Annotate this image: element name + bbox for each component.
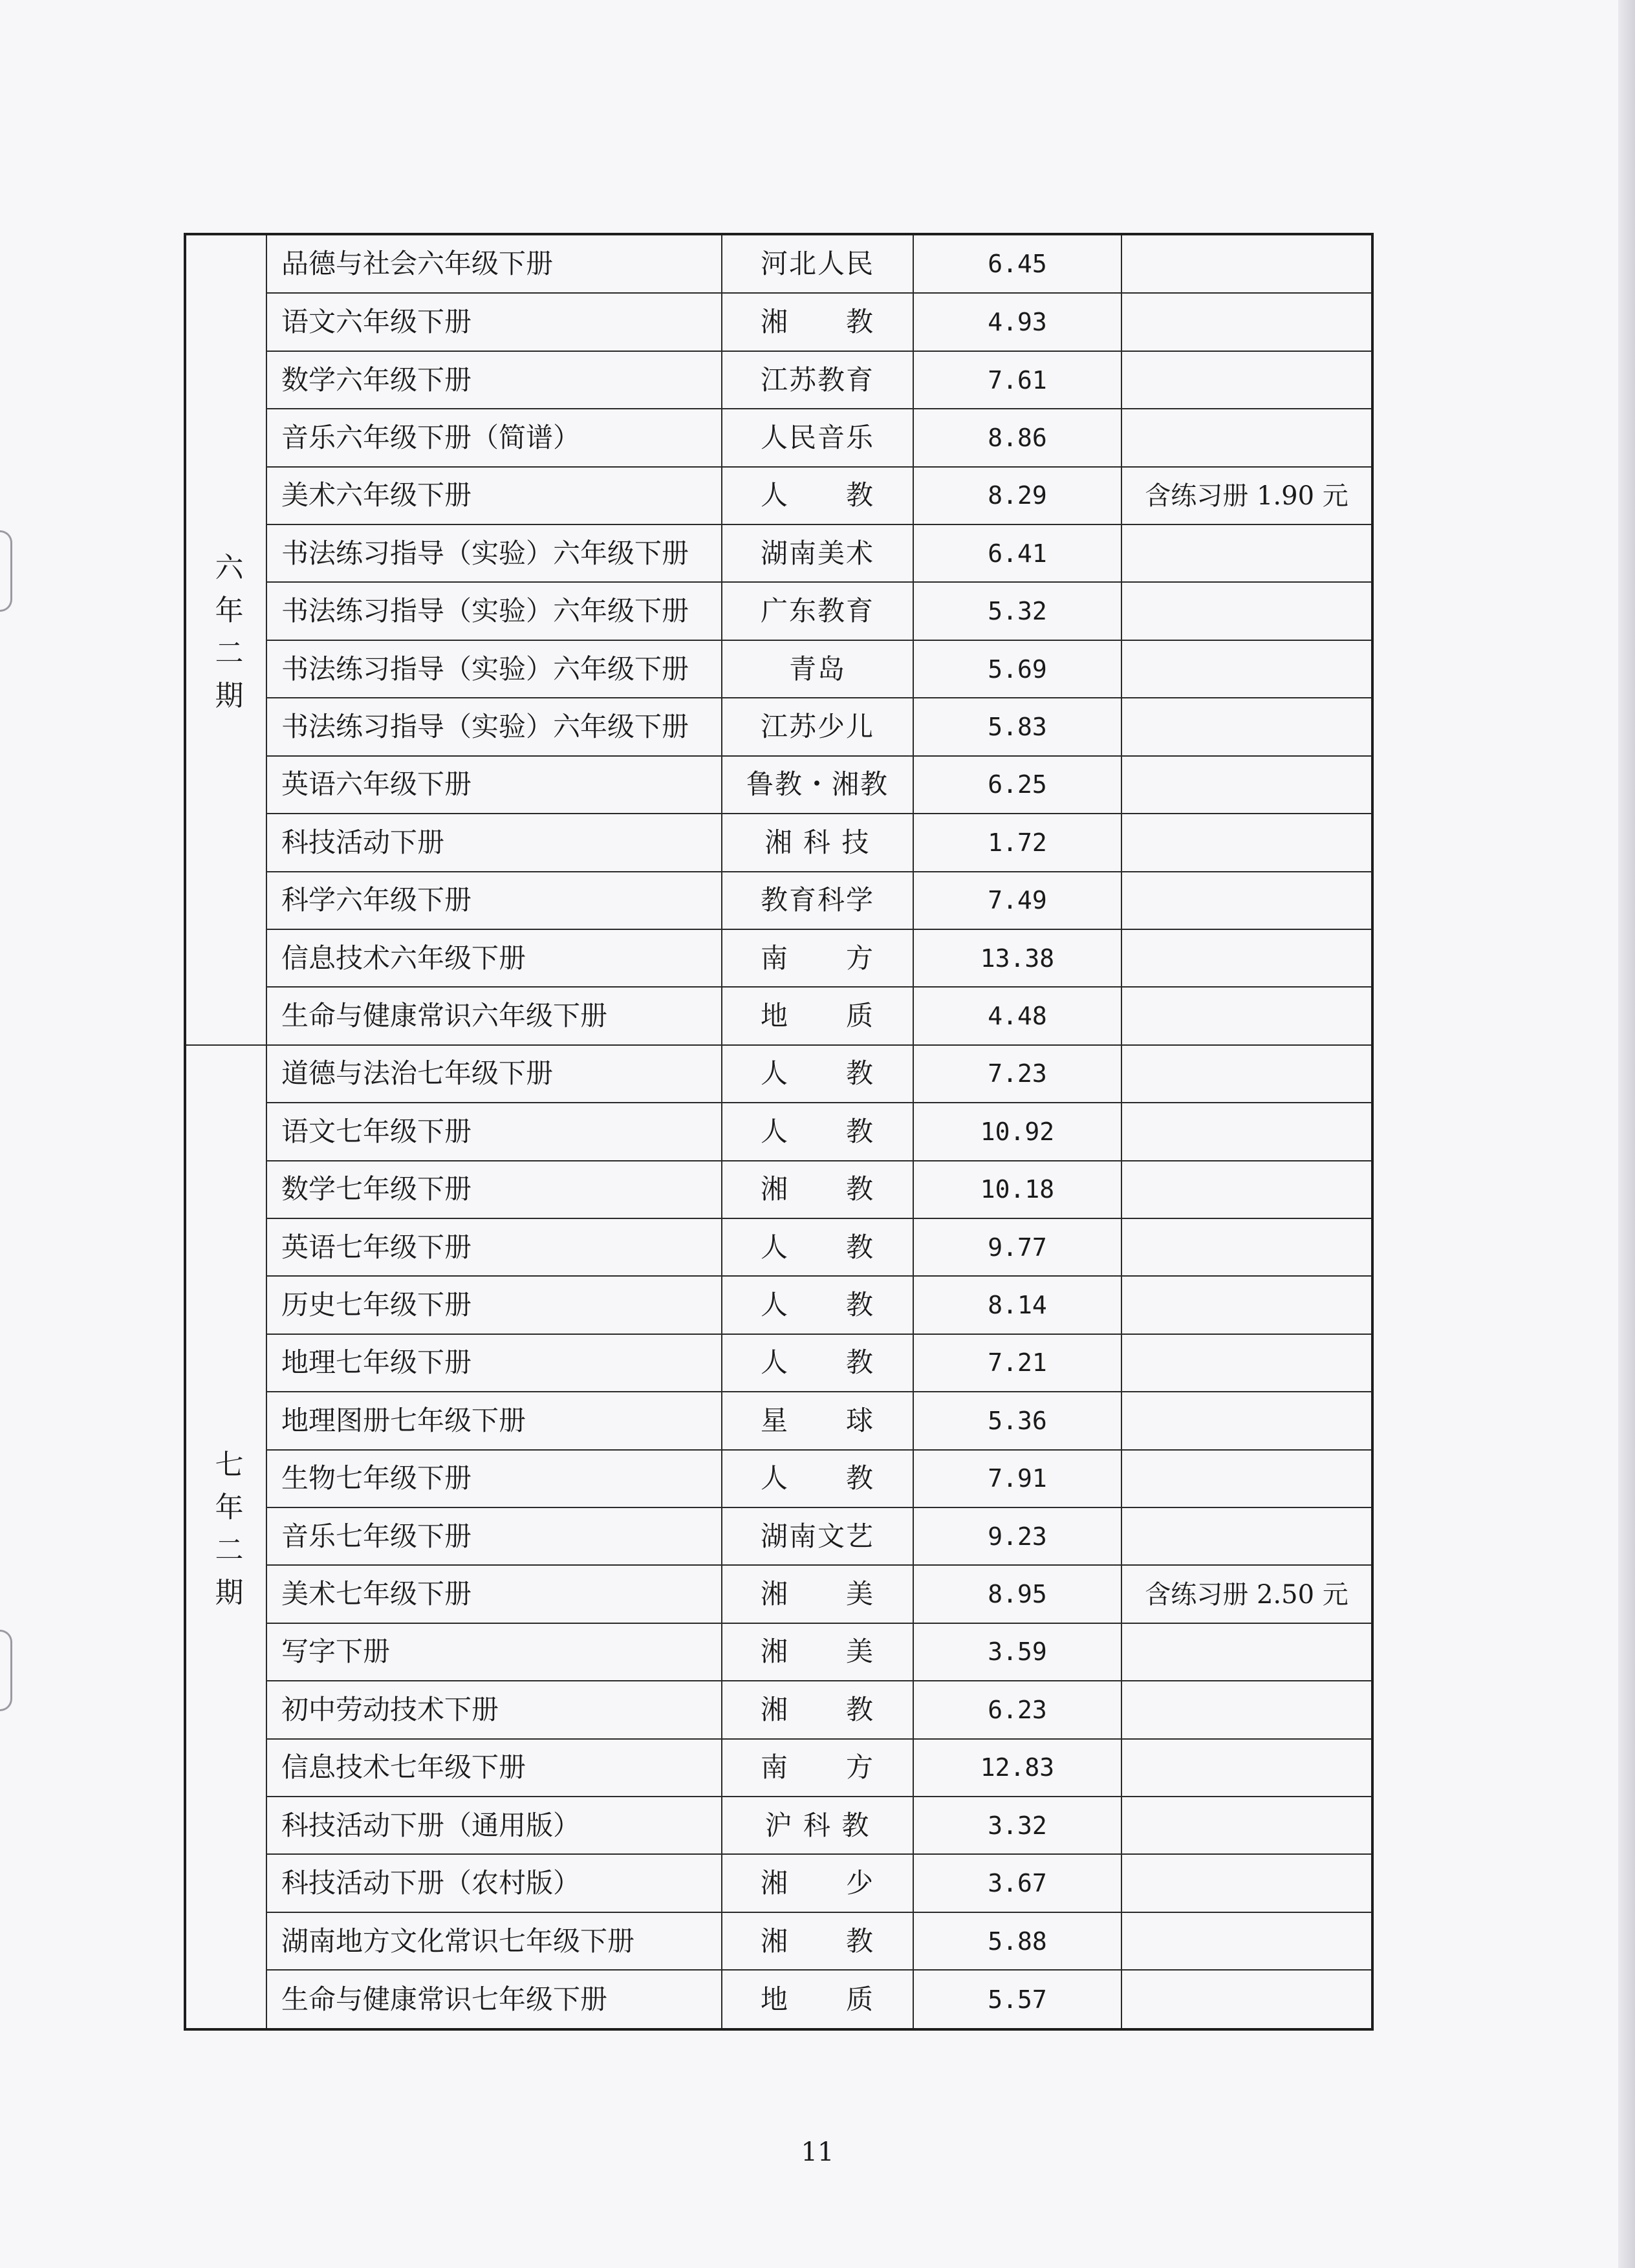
publisher-text: 湘 教 [760, 1925, 874, 1957]
publisher-text: 湖南美术 [760, 537, 874, 569]
book-title-cell [266, 1739, 722, 1797]
grade-label: 六年二期 [210, 552, 243, 723]
publisher-cell [722, 1045, 913, 1103]
publisher-cell [722, 1334, 913, 1392]
table-row [185, 1912, 1372, 1970]
note-cell [1121, 1854, 1372, 1912]
table-row [185, 640, 1372, 698]
publisher-text: 湘 教 [760, 306, 874, 338]
price-cell [913, 524, 1121, 582]
table-row [185, 1392, 1372, 1449]
note-cell [1121, 234, 1372, 293]
price-cell [913, 1045, 1121, 1103]
publisher-cell [722, 1161, 913, 1218]
note-cell [1121, 1161, 1372, 1218]
book-title-cell [266, 872, 722, 929]
book-title-text: 品德与社会六年级下册 [281, 248, 554, 280]
publisher-cell [722, 640, 913, 698]
book-title-cell [266, 293, 722, 351]
price-text: 7.61 [988, 365, 1047, 394]
price-cell [913, 1565, 1121, 1623]
price-text: 9.77 [988, 1233, 1047, 1262]
price-cell [913, 1797, 1121, 1854]
publisher-cell [722, 234, 913, 293]
book-title-text: 历史七年级下册 [281, 1289, 472, 1321]
note-cell [1121, 756, 1372, 814]
publisher-text: 河北人民 [760, 248, 874, 280]
price-cell [913, 234, 1121, 293]
price-cell [913, 756, 1121, 814]
publisher-cell [722, 1854, 913, 1912]
book-title-text: 英语六年级下册 [281, 768, 472, 801]
textbook-price-table [184, 233, 1374, 2031]
table-row [185, 1334, 1372, 1392]
publisher-text: 江苏教育 [760, 363, 874, 396]
publisher-text: 南 方 [760, 942, 874, 974]
price-cell [913, 1334, 1121, 1392]
publisher-cell [722, 582, 913, 640]
note-cell [1121, 351, 1372, 409]
book-title-cell [266, 1623, 722, 1681]
book-title-text: 湖南地方文化常识七年级下册 [281, 1925, 635, 1957]
book-title-cell [266, 1276, 722, 1334]
page-number: 11 [801, 2137, 834, 2167]
book-title-text: 书法练习指导（实验）六年级下册 [281, 653, 689, 685]
price-text: 5.32 [988, 597, 1047, 626]
price-text: 13.38 [980, 944, 1055, 973]
publisher-text: 人 教 [760, 1289, 874, 1321]
price-text: 7.91 [988, 1464, 1047, 1493]
table-row [185, 1507, 1372, 1565]
book-title-text: 数学七年级下册 [281, 1173, 472, 1205]
table-row [185, 524, 1372, 582]
book-title-cell [266, 1797, 722, 1854]
grade-cell [185, 1045, 266, 2029]
book-title-cell [266, 640, 722, 698]
price-cell [913, 698, 1121, 755]
publisher-text: 沪 科 教 [764, 1809, 871, 1841]
price-cell [913, 1450, 1121, 1507]
book-title-text: 音乐六年级下册（简谱） [281, 421, 581, 453]
publisher-cell [722, 1739, 913, 1797]
price-text: 5.88 [988, 1927, 1047, 1956]
note-cell [1121, 1970, 1372, 2029]
price-text: 4.48 [988, 1002, 1047, 1031]
book-title-text: 数学六年级下册 [281, 363, 472, 396]
book-title-cell [266, 1450, 722, 1507]
table-row [185, 1565, 1372, 1623]
book-title-cell [266, 987, 722, 1044]
publisher-cell [722, 929, 913, 987]
book-title-cell [266, 1507, 722, 1565]
price-cell [913, 1161, 1121, 1218]
publisher-cell [722, 467, 913, 524]
table-row [185, 351, 1372, 409]
publisher-text: 人 教 [760, 1346, 874, 1379]
book-title-cell [266, 582, 722, 640]
price-text: 8.86 [988, 423, 1047, 452]
book-title-cell [266, 1045, 722, 1103]
book-title-cell [266, 409, 722, 466]
price-cell [913, 351, 1121, 409]
publisher-text: 人 教 [760, 1057, 874, 1090]
book-title-text: 地理七年级下册 [281, 1346, 472, 1379]
book-title-text: 书法练习指导（实验）六年级下册 [281, 537, 689, 569]
book-title-text: 科学六年级下册 [281, 884, 472, 916]
table-row [185, 1103, 1372, 1160]
book-title-cell [266, 351, 722, 409]
book-title-text: 信息技术六年级下册 [281, 942, 526, 974]
price-text: 5.36 [988, 1406, 1047, 1435]
grade-label: 七年二期 [210, 1449, 243, 1620]
price-text: 4.93 [988, 308, 1047, 337]
book-title-cell [266, 1218, 722, 1276]
price-cell [913, 1507, 1121, 1565]
publisher-cell [722, 1565, 913, 1623]
table-row [185, 409, 1372, 466]
note-cell [1121, 1276, 1372, 1334]
price-text: 10.92 [980, 1117, 1055, 1146]
book-title-text: 科技活动下册（农村版） [281, 1867, 581, 1899]
note-cell [1121, 987, 1372, 1044]
book-title-cell [266, 698, 722, 755]
note-text: 含练习册 1.90 元 [1145, 481, 1348, 512]
price-text: 7.21 [988, 1348, 1047, 1377]
book-title-text: 语文七年级下册 [281, 1115, 472, 1147]
table-row [185, 698, 1372, 755]
publisher-text: 星 球 [760, 1404, 874, 1436]
book-title-cell [266, 524, 722, 582]
publisher-cell [722, 814, 913, 871]
note-cell [1121, 1045, 1372, 1103]
publisher-text: 青岛 [788, 653, 846, 685]
publisher-cell [722, 1507, 913, 1565]
price-cell [913, 1218, 1121, 1276]
publisher-cell [722, 1392, 913, 1449]
price-cell [913, 1623, 1121, 1681]
price-text: 9.23 [988, 1522, 1047, 1551]
publisher-cell [722, 756, 913, 814]
note-cell [1121, 1334, 1372, 1392]
publisher-text: 南 方 [760, 1751, 874, 1784]
publisher-cell [722, 1912, 913, 1970]
publisher-cell [722, 293, 913, 351]
book-title-cell [266, 756, 722, 814]
book-title-cell [266, 1912, 722, 1970]
note-cell [1121, 814, 1372, 871]
publisher-text: 人 教 [760, 1462, 874, 1495]
note-cell [1121, 698, 1372, 755]
publisher-text: 地 质 [760, 1983, 874, 2015]
price-cell [913, 293, 1121, 351]
table-row [185, 1450, 1372, 1507]
note-cell [1121, 524, 1372, 582]
note-cell [1121, 872, 1372, 929]
price-text: 7.49 [988, 886, 1047, 915]
publisher-text: 湘 教 [760, 1173, 874, 1205]
book-title-cell [266, 814, 722, 871]
price-text: 8.95 [988, 1580, 1047, 1609]
note-cell [1121, 1450, 1372, 1507]
table-row [185, 1681, 1372, 1738]
note-cell [1121, 1103, 1372, 1160]
price-text: 6.41 [988, 539, 1047, 568]
book-title-cell [266, 467, 722, 524]
price-text: 7.23 [988, 1059, 1047, 1088]
publisher-cell [722, 409, 913, 466]
book-title-text: 生命与健康常识七年级下册 [281, 1983, 608, 2015]
note-cell [1121, 409, 1372, 466]
note-cell [1121, 467, 1372, 524]
table-row [185, 467, 1372, 524]
book-title-text: 信息技术七年级下册 [281, 1751, 526, 1784]
price-cell [913, 467, 1121, 524]
book-title-text: 科技活动下册 [281, 826, 445, 858]
table-row [185, 1797, 1372, 1854]
book-title-text: 生物七年级下册 [281, 1462, 472, 1495]
table-row [185, 293, 1372, 351]
publisher-cell [722, 1218, 913, 1276]
note-cell [1121, 1681, 1372, 1738]
publisher-cell [722, 1103, 913, 1160]
price-cell [913, 872, 1121, 929]
price-text: 5.69 [988, 654, 1047, 684]
book-title-text: 生命与健康常识六年级下册 [281, 1000, 608, 1032]
price-text: 3.59 [988, 1637, 1047, 1667]
price-cell [913, 640, 1121, 698]
binding-hole [0, 530, 12, 612]
price-text: 6.25 [988, 770, 1047, 799]
publisher-text: 人 教 [760, 1231, 874, 1263]
publisher-text: 湘 科 技 [764, 826, 871, 858]
note-cell [1121, 1739, 1372, 1797]
note-cell [1121, 293, 1372, 351]
table-row [185, 1161, 1372, 1218]
table-row [185, 1854, 1372, 1912]
table-row [185, 1045, 1372, 1103]
book-title-cell [266, 1970, 722, 2029]
price-cell [913, 1392, 1121, 1449]
price-text: 12.83 [980, 1753, 1055, 1782]
book-title-cell [266, 1681, 722, 1738]
note-cell [1121, 1218, 1372, 1276]
table-row [185, 1970, 1372, 2029]
publisher-cell [722, 1276, 913, 1334]
book-title-text: 写字下册 [281, 1636, 391, 1668]
price-cell [913, 1854, 1121, 1912]
price-cell [913, 814, 1121, 871]
page-edge [1618, 0, 1635, 2268]
book-title-cell [266, 1392, 722, 1449]
book-title-text: 书法练习指导（实验）六年级下册 [281, 595, 689, 627]
publisher-cell [722, 1450, 913, 1507]
book-title-cell [266, 1565, 722, 1623]
price-cell [913, 987, 1121, 1044]
note-cell [1121, 1912, 1372, 1970]
table-row [185, 1739, 1372, 1797]
publisher-cell [722, 524, 913, 582]
table-row [185, 929, 1372, 987]
book-title-cell [266, 1161, 722, 1218]
book-title-text: 音乐七年级下册 [281, 1520, 472, 1552]
note-cell [1121, 929, 1372, 987]
note-cell [1121, 640, 1372, 698]
table-row [185, 1623, 1372, 1681]
publisher-cell [722, 1970, 913, 2029]
note-cell [1121, 1507, 1372, 1565]
binding-hole [0, 1630, 12, 1711]
table-row [185, 1218, 1372, 1276]
table-row [185, 1276, 1372, 1334]
table-row [185, 814, 1372, 871]
price-text: 8.29 [988, 481, 1047, 510]
price-text: 3.67 [988, 1869, 1047, 1898]
publisher-cell [722, 1623, 913, 1681]
book-title-text: 英语七年级下册 [281, 1231, 472, 1263]
price-text: 1.72 [988, 828, 1047, 857]
publisher-text: 人 教 [760, 1115, 874, 1147]
table-row [185, 234, 1372, 293]
book-title-cell [266, 1854, 722, 1912]
price-cell [913, 1739, 1121, 1797]
table-row [185, 987, 1372, 1044]
publisher-text: 湘 美 [760, 1578, 874, 1610]
price-text: 5.83 [988, 712, 1047, 741]
price-text: 3.32 [988, 1811, 1047, 1840]
publisher-text: 地 质 [760, 1000, 874, 1032]
book-title-text: 科技活动下册（通用版） [281, 1809, 581, 1841]
price-cell [913, 1103, 1121, 1160]
grade-cell [185, 234, 266, 1045]
publisher-text: 广东教育 [760, 595, 874, 627]
book-title-cell [266, 929, 722, 987]
note-cell [1121, 1797, 1372, 1854]
book-title-cell [266, 1103, 722, 1160]
note-cell [1121, 1565, 1372, 1623]
price-cell [913, 409, 1121, 466]
book-title-text: 美术六年级下册 [281, 479, 472, 512]
note-text: 含练习册 2.50 元 [1145, 1580, 1348, 1610]
book-title-text: 地理图册七年级下册 [281, 1404, 526, 1436]
publisher-text: 鲁教・湘教 [746, 768, 889, 801]
price-text: 6.23 [988, 1695, 1047, 1724]
price-text: 8.14 [988, 1291, 1047, 1320]
table-row [185, 582, 1372, 640]
publisher-text: 江苏少儿 [760, 710, 874, 742]
book-title-text: 语文六年级下册 [281, 306, 472, 338]
book-title-text: 书法练习指导（实验）六年级下册 [281, 710, 689, 742]
publisher-text: 湘 少 [760, 1867, 874, 1899]
price-text: 5.57 [988, 1985, 1047, 2014]
price-cell [913, 1681, 1121, 1738]
note-cell [1121, 1392, 1372, 1449]
price-cell [913, 929, 1121, 987]
publisher-text: 教育科学 [760, 884, 874, 916]
note-cell [1121, 582, 1372, 640]
publisher-text: 湘 教 [760, 1693, 874, 1725]
note-cell [1121, 1623, 1372, 1681]
book-title-cell [266, 234, 722, 293]
publisher-text: 人 教 [760, 479, 874, 512]
price-cell [913, 1276, 1121, 1334]
publisher-cell [722, 872, 913, 929]
publisher-cell [722, 351, 913, 409]
publisher-cell [722, 987, 913, 1044]
table-body [185, 234, 1372, 2029]
publisher-text: 人民音乐 [760, 421, 874, 453]
price-cell [913, 1912, 1121, 1970]
publisher-cell [722, 1681, 913, 1738]
table-row [185, 872, 1372, 929]
publisher-cell [722, 698, 913, 755]
publisher-cell [722, 1797, 913, 1854]
book-title-cell [266, 1334, 722, 1392]
publisher-text: 湖南文艺 [760, 1520, 874, 1552]
price-text: 10.18 [980, 1175, 1055, 1204]
price-cell [913, 1970, 1121, 2029]
book-title-text: 美术七年级下册 [281, 1578, 472, 1610]
price-cell [913, 582, 1121, 640]
publisher-text: 湘 美 [760, 1636, 874, 1668]
book-title-text: 初中劳动技术下册 [281, 1693, 499, 1725]
price-text: 6.45 [988, 250, 1047, 279]
book-title-text: 道德与法治七年级下册 [281, 1057, 554, 1090]
table-row [185, 756, 1372, 814]
